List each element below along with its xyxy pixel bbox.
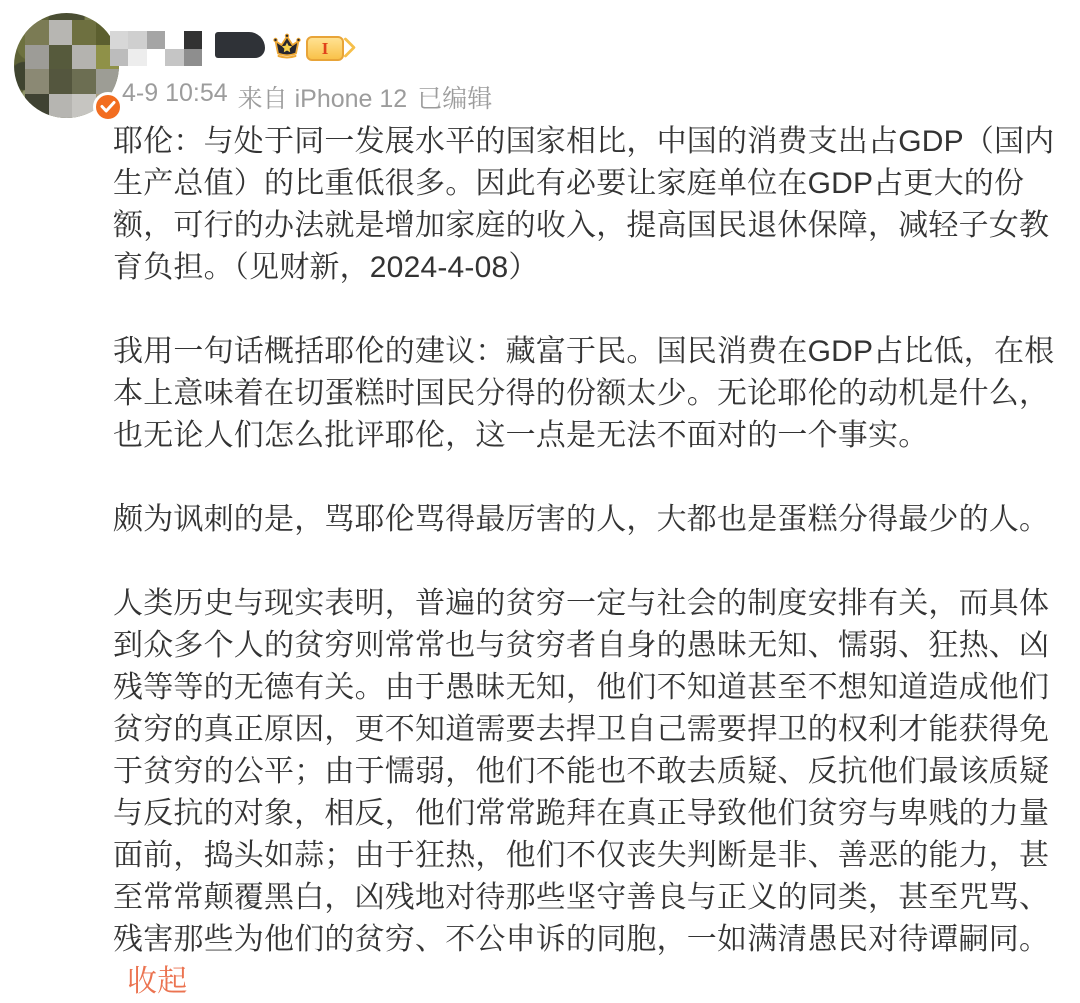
paragraph: 耶伦：与处于同一发展水平的国家相比，中国的消费支出占GDP（国内生产总值）的比重低很多。因此有必要让家庭单位在GDP占更大的份额，可行的办法就是增加家庭的收入，提高国民退休保障，减轻子女教育负担。（见财新，2024-4-08） <box>113 125 1055 284</box>
mosaic-cell <box>49 94 73 119</box>
mosaic-cell <box>147 49 165 67</box>
vip-level-badge[interactable] <box>306 36 344 61</box>
post-meta <box>122 79 492 115</box>
mosaic-cell <box>25 94 49 119</box>
edited-label: 已编辑 <box>417 85 493 113</box>
post-content <box>113 121 1066 1003</box>
username-mosaic <box>110 31 202 66</box>
mosaic-cell <box>184 49 202 67</box>
mosaic-cell <box>72 45 96 70</box>
avatar[interactable] <box>14 13 119 118</box>
mosaic-cell <box>165 31 183 49</box>
verified-badge-icon <box>93 92 123 122</box>
mosaic-cell <box>128 31 146 49</box>
mosaic-cell <box>49 69 73 94</box>
mosaic-cell <box>96 69 120 94</box>
mosaic-cell <box>110 31 128 49</box>
mosaic-cell <box>165 49 183 67</box>
mosaic-cell <box>184 31 202 49</box>
mosaic-cell <box>49 45 73 70</box>
mosaic-cell <box>128 49 146 67</box>
mosaic-cell <box>25 45 49 70</box>
paragraph <box>113 583 1066 1003</box>
collapse-link[interactable]: 收起 <box>127 965 188 998</box>
username-redacted-block <box>215 32 265 58</box>
mosaic-cell <box>25 20 49 45</box>
paragraph: 我用一句话概括耶伦的建议：藏富于民。国民消费在GDP占比低，在根本上意味着在切蛋糕时国民分得的份额太少。无论耶伦的动机是什么，也无论人们怎么批评耶伦，这一点是无法不面对的一个事实。 <box>113 335 1055 452</box>
mosaic-cell <box>49 20 73 45</box>
vip-level-label: I <box>321 39 329 58</box>
mosaic-cell <box>72 20 96 45</box>
timestamp: 4-9 10:54 <box>122 79 228 107</box>
mosaic-cell <box>110 49 128 67</box>
vip-crown-icon <box>272 33 302 61</box>
paragraph: 颇为讽刺的是，骂耶伦骂得最厉害的人，大都也是蛋糕分得最少的人。 <box>113 503 1050 536</box>
mosaic-cell <box>72 69 96 94</box>
paragraph-text: 人类历史与现实表明，普遍的贫穷一定与社会的制度安排有关，而具体到众多个人的贫穷则常常也与贫穷者自身的愚昧无知、懦弱、狂热、凶残等等的无德有关。由于愚昧无知，他们不知道甚至不想知道造成他们贫穷的真正原因，更不知道需要去捍卫自己需要捍卫的权利才能获得免于贫穷的公平；由于懦弱，他们不能也不敢去质疑、反抗他们最该质疑与反抗的对象，相反，他们常常跪拜在真正导致他们贫穷与卑贱的力量面前，捣头如蒜；由于狂热，他们不仅丧失判断是非、善恶的能力，甚至常常颠覆黑白，凶残地对待那些坚守善良与正义的同类，甚至咒骂、残害那些为他们的贫穷、不公申诉的同胞，一如满清愚民对待谭嗣同。 <box>113 587 1050 956</box>
mosaic-cell <box>72 94 96 119</box>
mosaic-cell <box>25 69 49 94</box>
source-label[interactable]: 来自 iPhone 12 <box>237 85 408 113</box>
mosaic-cell <box>147 31 165 49</box>
